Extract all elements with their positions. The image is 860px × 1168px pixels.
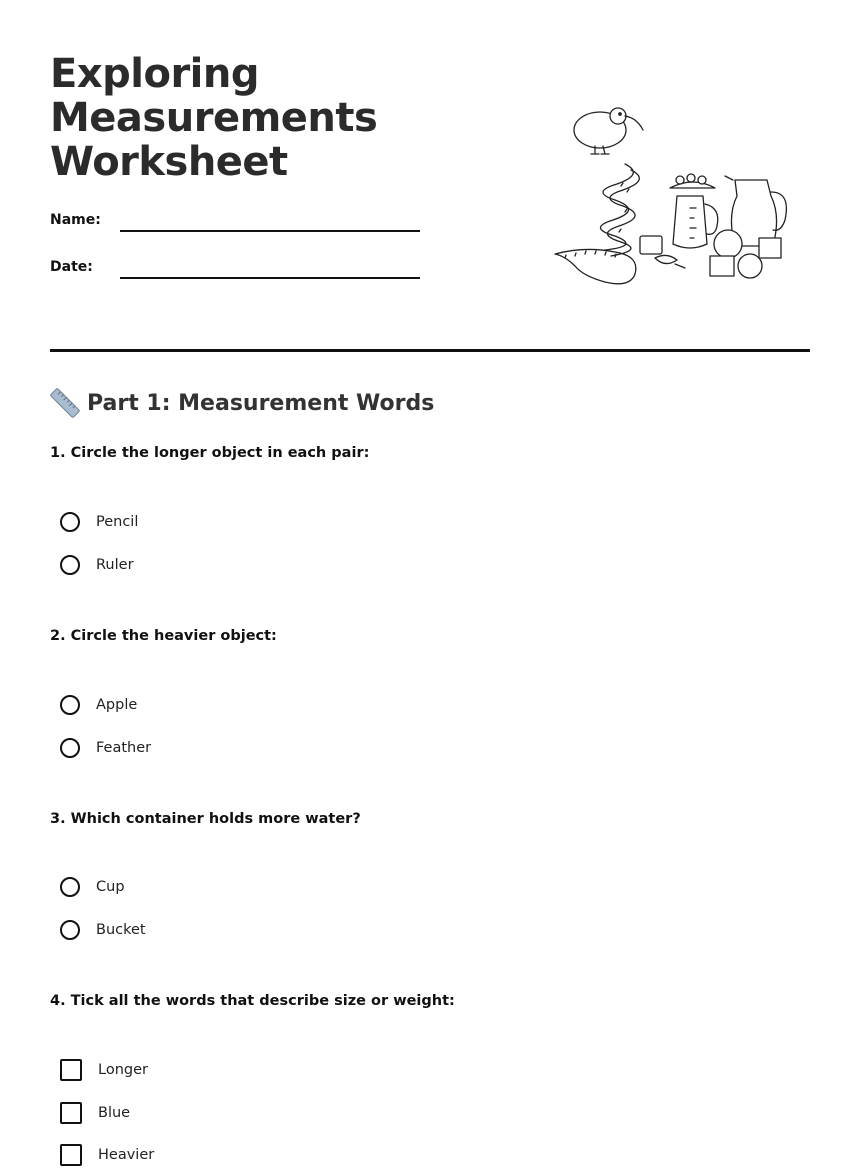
question-2: 2. Circle the heavier object: bbox=[50, 628, 277, 644]
measurement-items-illustration bbox=[545, 96, 795, 296]
option-heavier[interactable] bbox=[60, 1142, 154, 1168]
question-3: 3. Which container holds more water? bbox=[50, 811, 361, 827]
name-line[interactable] bbox=[120, 230, 420, 232]
option-label: Ruler bbox=[96, 557, 134, 573]
option-ruler[interactable] bbox=[60, 552, 134, 578]
checkbox[interactable] bbox=[60, 1144, 82, 1166]
radio-button[interactable] bbox=[60, 512, 80, 532]
measuring-jug-illustration bbox=[670, 174, 718, 248]
question-4: 4. Tick all the words that describe size or weight: bbox=[50, 993, 455, 1009]
option-feather[interactable] bbox=[60, 735, 151, 761]
radio-button[interactable] bbox=[60, 695, 80, 715]
date-line[interactable] bbox=[120, 277, 420, 279]
header-divider bbox=[50, 349, 810, 352]
option-label: Longer bbox=[98, 1062, 148, 1078]
option-label: Feather bbox=[96, 740, 152, 756]
part1-heading bbox=[50, 388, 434, 418]
option-pencil[interactable] bbox=[60, 509, 138, 535]
name-label: Name: bbox=[50, 212, 101, 228]
part1-title: Part 1: Measurement Words bbox=[87, 390, 435, 416]
radio-button[interactable] bbox=[60, 555, 80, 575]
option-label: Bucket bbox=[96, 922, 146, 938]
checkbox[interactable] bbox=[60, 1059, 82, 1081]
option-cup[interactable] bbox=[60, 874, 125, 900]
radio-button[interactable] bbox=[60, 920, 80, 940]
option-label: Cup bbox=[96, 879, 125, 895]
date-label: Date: bbox=[50, 259, 93, 275]
kiwi-bird-illustration bbox=[574, 108, 643, 154]
option-blue[interactable] bbox=[60, 1100, 130, 1126]
date-field[interactable] bbox=[50, 253, 430, 283]
tape-measure-illustration bbox=[555, 164, 662, 284]
ruler-icon bbox=[50, 388, 80, 418]
name-field[interactable] bbox=[50, 206, 430, 236]
option-longer[interactable] bbox=[60, 1057, 148, 1083]
checkbox[interactable] bbox=[60, 1102, 82, 1124]
option-apple[interactable] bbox=[60, 692, 137, 718]
option-label: Blue bbox=[98, 1105, 131, 1121]
question-1: 1. Circle the longer object in each pair: bbox=[50, 445, 370, 461]
worksheet-title: Exploring Measurements Worksheet bbox=[50, 51, 378, 185]
option-label: Heavier bbox=[98, 1147, 155, 1163]
radio-button[interactable] bbox=[60, 877, 80, 897]
option-label: Pencil bbox=[96, 514, 139, 530]
option-bucket[interactable] bbox=[60, 917, 146, 943]
option-label: Apple bbox=[96, 697, 138, 713]
radio-button[interactable] bbox=[60, 738, 80, 758]
